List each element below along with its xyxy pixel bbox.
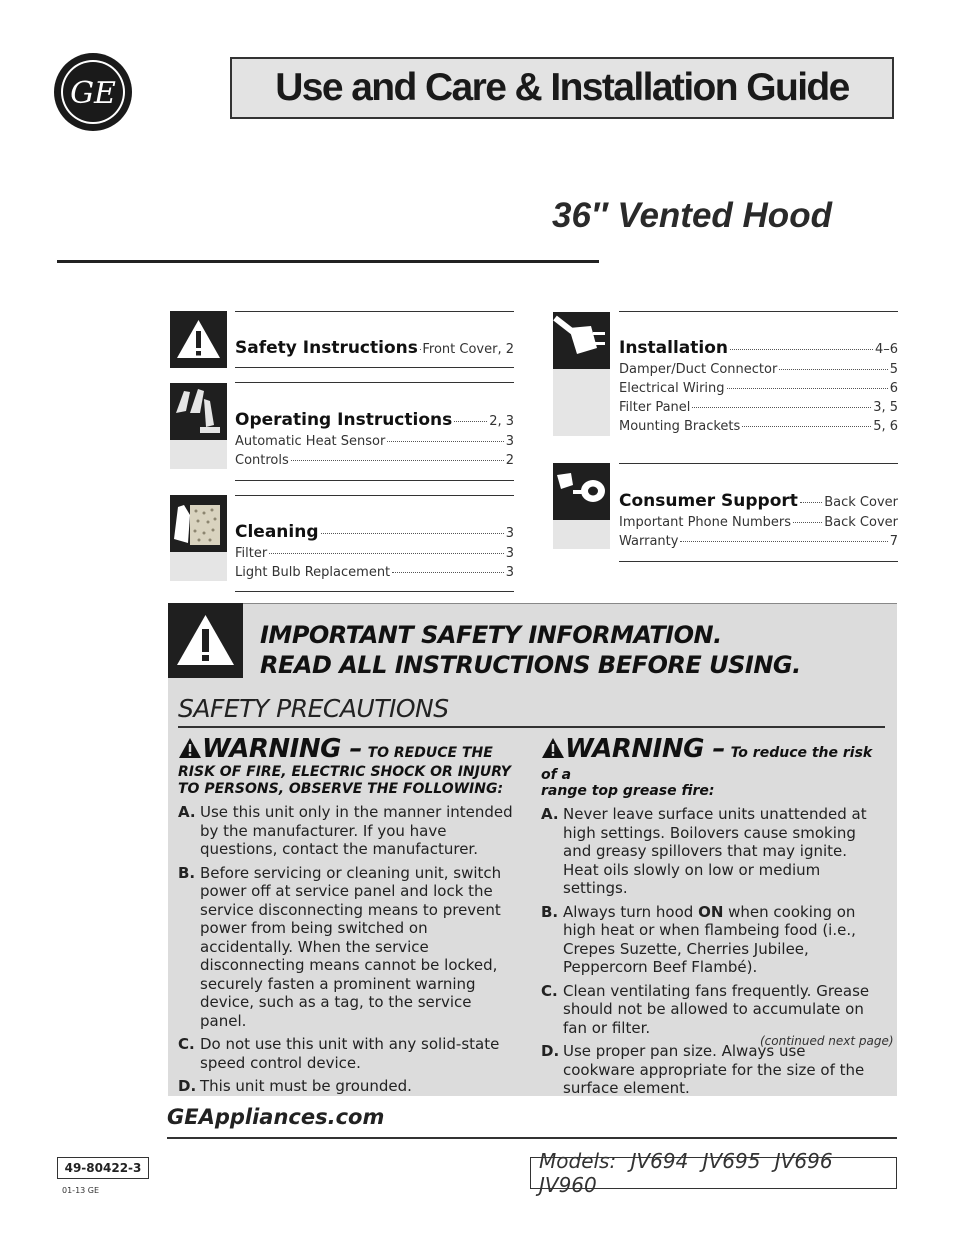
hand-filter-icon (170, 495, 227, 552)
toc-subentry[interactable] (235, 453, 514, 468)
warning-left (178, 734, 514, 1096)
toc-subentry[interactable] (235, 546, 514, 561)
item-text: Use proper pan size. Always use cookware appropriate for the size of the surface element. (563, 1042, 865, 1097)
toc-sub-pages: 3, 5 (873, 400, 898, 415)
toc-title: Consumer Support (619, 491, 798, 511)
precautions-divider (178, 726, 885, 728)
toc-sub-label: Filter Panel (619, 400, 691, 415)
title-box (230, 57, 894, 119)
toc-icon-cleaning (170, 495, 227, 581)
toc-pages: 2, 3 (489, 414, 514, 429)
toc-icon-operating (170, 383, 227, 469)
item-letter: C. (541, 981, 558, 1000)
toc-subentry[interactable] (619, 381, 898, 396)
hand-pressing-button-icon (170, 383, 227, 440)
toc-rule (619, 561, 898, 562)
toc-rule (235, 367, 514, 368)
safety-precautions-title: SAFETY PRECAUTIONS (178, 694, 449, 723)
warning-word: WARNING – (202, 734, 362, 764)
toc-sub-pages: 5 (889, 362, 898, 377)
toc-pages: Front Cover, 2 (422, 342, 514, 357)
important-line-2: READ ALL INSTRUCTIONS BEFORE USING. (260, 651, 801, 679)
toc-icon-consumer-support (553, 463, 610, 549)
item-letter: C. (178, 1035, 195, 1053)
list-item (541, 903, 877, 977)
toc-sub-label: Electrical Wiring (619, 381, 725, 396)
plug-icon (553, 312, 610, 369)
list-item (541, 805, 877, 898)
toc-sub-label: Filter (235, 546, 268, 561)
item-letter: D. (178, 1077, 197, 1095)
toc-entry-consumer-support[interactable] (619, 491, 898, 549)
item-text (563, 903, 877, 977)
toc-subentry[interactable] (619, 362, 898, 377)
item-text-part: Always turn hood (563, 902, 699, 921)
toc-rule (619, 463, 898, 464)
toc-sub-label: Warranty (619, 534, 679, 549)
toc-title: Operating Instructions (235, 410, 453, 430)
continued-note: (continued next page) (760, 1034, 894, 1048)
item-text: Before servicing or cleaning unit, switch power off at service panel and lock the service disconnecting means to prevent power from being switched on accidentally. When the service disconnecting means cannot be locked, securely fasten a prominent warning device, such as a tag, to the service panel. (200, 863, 502, 1030)
toc-entry-installation[interactable] (619, 338, 898, 434)
toc-icon-safety (170, 311, 227, 368)
page-title: Use and Care & Installation Guide (275, 66, 849, 109)
warning-subheading: range top grease fire: (541, 783, 715, 799)
footer-divider (167, 1137, 897, 1139)
toc-sub-pages: 2 (505, 453, 514, 468)
toc-sub-label: Controls (235, 453, 289, 468)
important-line-1: IMPORTANT SAFETY INFORMATION. (260, 621, 722, 649)
toc-subentry[interactable] (235, 565, 514, 580)
product-subtitle: 36″ Vented Hood (552, 196, 832, 235)
toc-title: Installation (619, 338, 729, 358)
toc-pages: 3 (505, 526, 514, 541)
date-code: 01-13 GE (62, 1186, 100, 1195)
toc-pages: 4–6 (874, 342, 898, 357)
item-text: This unit must be grounded. (200, 1077, 412, 1095)
toc-sub-label: Important Phone Numbers (619, 515, 791, 530)
toc-sub-label: Automatic Heat Sensor (235, 434, 386, 449)
toc-title: Cleaning (235, 522, 319, 542)
list-item (178, 864, 514, 1031)
warning-tail: To reduce the risk of a (541, 745, 873, 783)
warning-triangle-icon (178, 737, 202, 759)
item-text: Use this unit only in the manner intended by the manufacturer. If you have questions, contact the manufacturer. (200, 803, 513, 858)
tape-measure-icon (553, 463, 610, 520)
toc-sub-pages: Back Cover (824, 515, 898, 530)
item-letter: A. (178, 803, 196, 821)
part-number: 49-80422-3 (57, 1157, 149, 1179)
item-letter: B. (178, 863, 196, 882)
important-safety-heading (260, 620, 801, 680)
header-divider (57, 260, 599, 263)
item-text-bold: ON (698, 902, 724, 921)
models-list: Models: JV694 JV695 JV696 JV960 (530, 1157, 897, 1189)
item-letter: D. (541, 1042, 560, 1060)
warning-heading (541, 734, 877, 783)
toc-subentry[interactable] (235, 434, 514, 449)
warning-triangle-icon (541, 737, 565, 759)
toc-sub-pages: 7 (889, 534, 898, 549)
toc-sub-pages: 6 (889, 381, 898, 396)
list-item (541, 1042, 877, 1098)
toc-sub-pages: 3 (505, 434, 514, 449)
toc-subentry[interactable] (619, 515, 898, 530)
item-text-part: when cooking on high heat or when flambeing food (i.e., Crepes Suzette, Cherries Jubilee, Peppercorn Beef Flambé). (563, 902, 856, 976)
toc-pages: Back Cover (824, 495, 898, 510)
toc-subentry[interactable] (619, 419, 898, 434)
list-item (178, 1077, 514, 1096)
toc-subentry[interactable] (619, 400, 898, 415)
toc-sub-pages: 3 (505, 565, 514, 580)
toc-entry-safety[interactable] (235, 338, 514, 358)
warning-word: WARNING – (565, 734, 725, 764)
list-item (178, 1035, 514, 1072)
toc-title: Safety Instructions (235, 338, 418, 358)
warning-icon (170, 311, 227, 368)
toc-sub-label: Damper/Duct Connector (619, 362, 778, 377)
toc-sub-pages: 3 (505, 546, 514, 561)
warning-icon (168, 603, 243, 678)
toc-sub-label: Light Bulb Replacement (235, 565, 391, 580)
toc-sub-label: Mounting Brackets (619, 419, 741, 434)
toc-entry-operating[interactable] (235, 410, 514, 468)
item-letter: A. (541, 805, 559, 823)
list-item (178, 803, 514, 859)
list-item (541, 982, 877, 1038)
toc-rule (235, 591, 514, 592)
ge-logo (53, 52, 133, 132)
website-link[interactable]: GEAppliances.com (167, 1105, 385, 1129)
warning-subheading: RISK OF FIRE, ELECTRIC SHOCK OR INJURY TO PERSONS, OBSERVE THE FOLLOWING: (178, 764, 511, 797)
item-text: Clean ventilating fans frequently. Grease should not be allowed to accumulate on fan or filter. (563, 981, 870, 1037)
toc-entry-cleaning[interactable] (235, 522, 514, 580)
toc-rule (235, 311, 514, 312)
toc-rule (235, 480, 514, 481)
item-letter: B. (541, 902, 559, 921)
warning-heading (178, 734, 514, 764)
toc-icon-installation (553, 312, 610, 436)
toc-subentry[interactable] (619, 534, 898, 549)
toc-rule (235, 495, 514, 496)
svg-text:GE: GE (70, 76, 116, 111)
warning-tail: TO REDUCE THE (367, 745, 493, 761)
toc-rule (235, 382, 514, 383)
item-text: Do not use this unit with any solid-state speed control device. (200, 1035, 500, 1072)
item-text: Never leave surface units unattended at high settings. Boilovers cause smoking and greasy spillovers that may ignite. Heat oils slowly on low or medium settings. (563, 805, 867, 897)
toc-rule (619, 311, 898, 312)
toc-sub-pages: 5, 6 (873, 419, 898, 434)
